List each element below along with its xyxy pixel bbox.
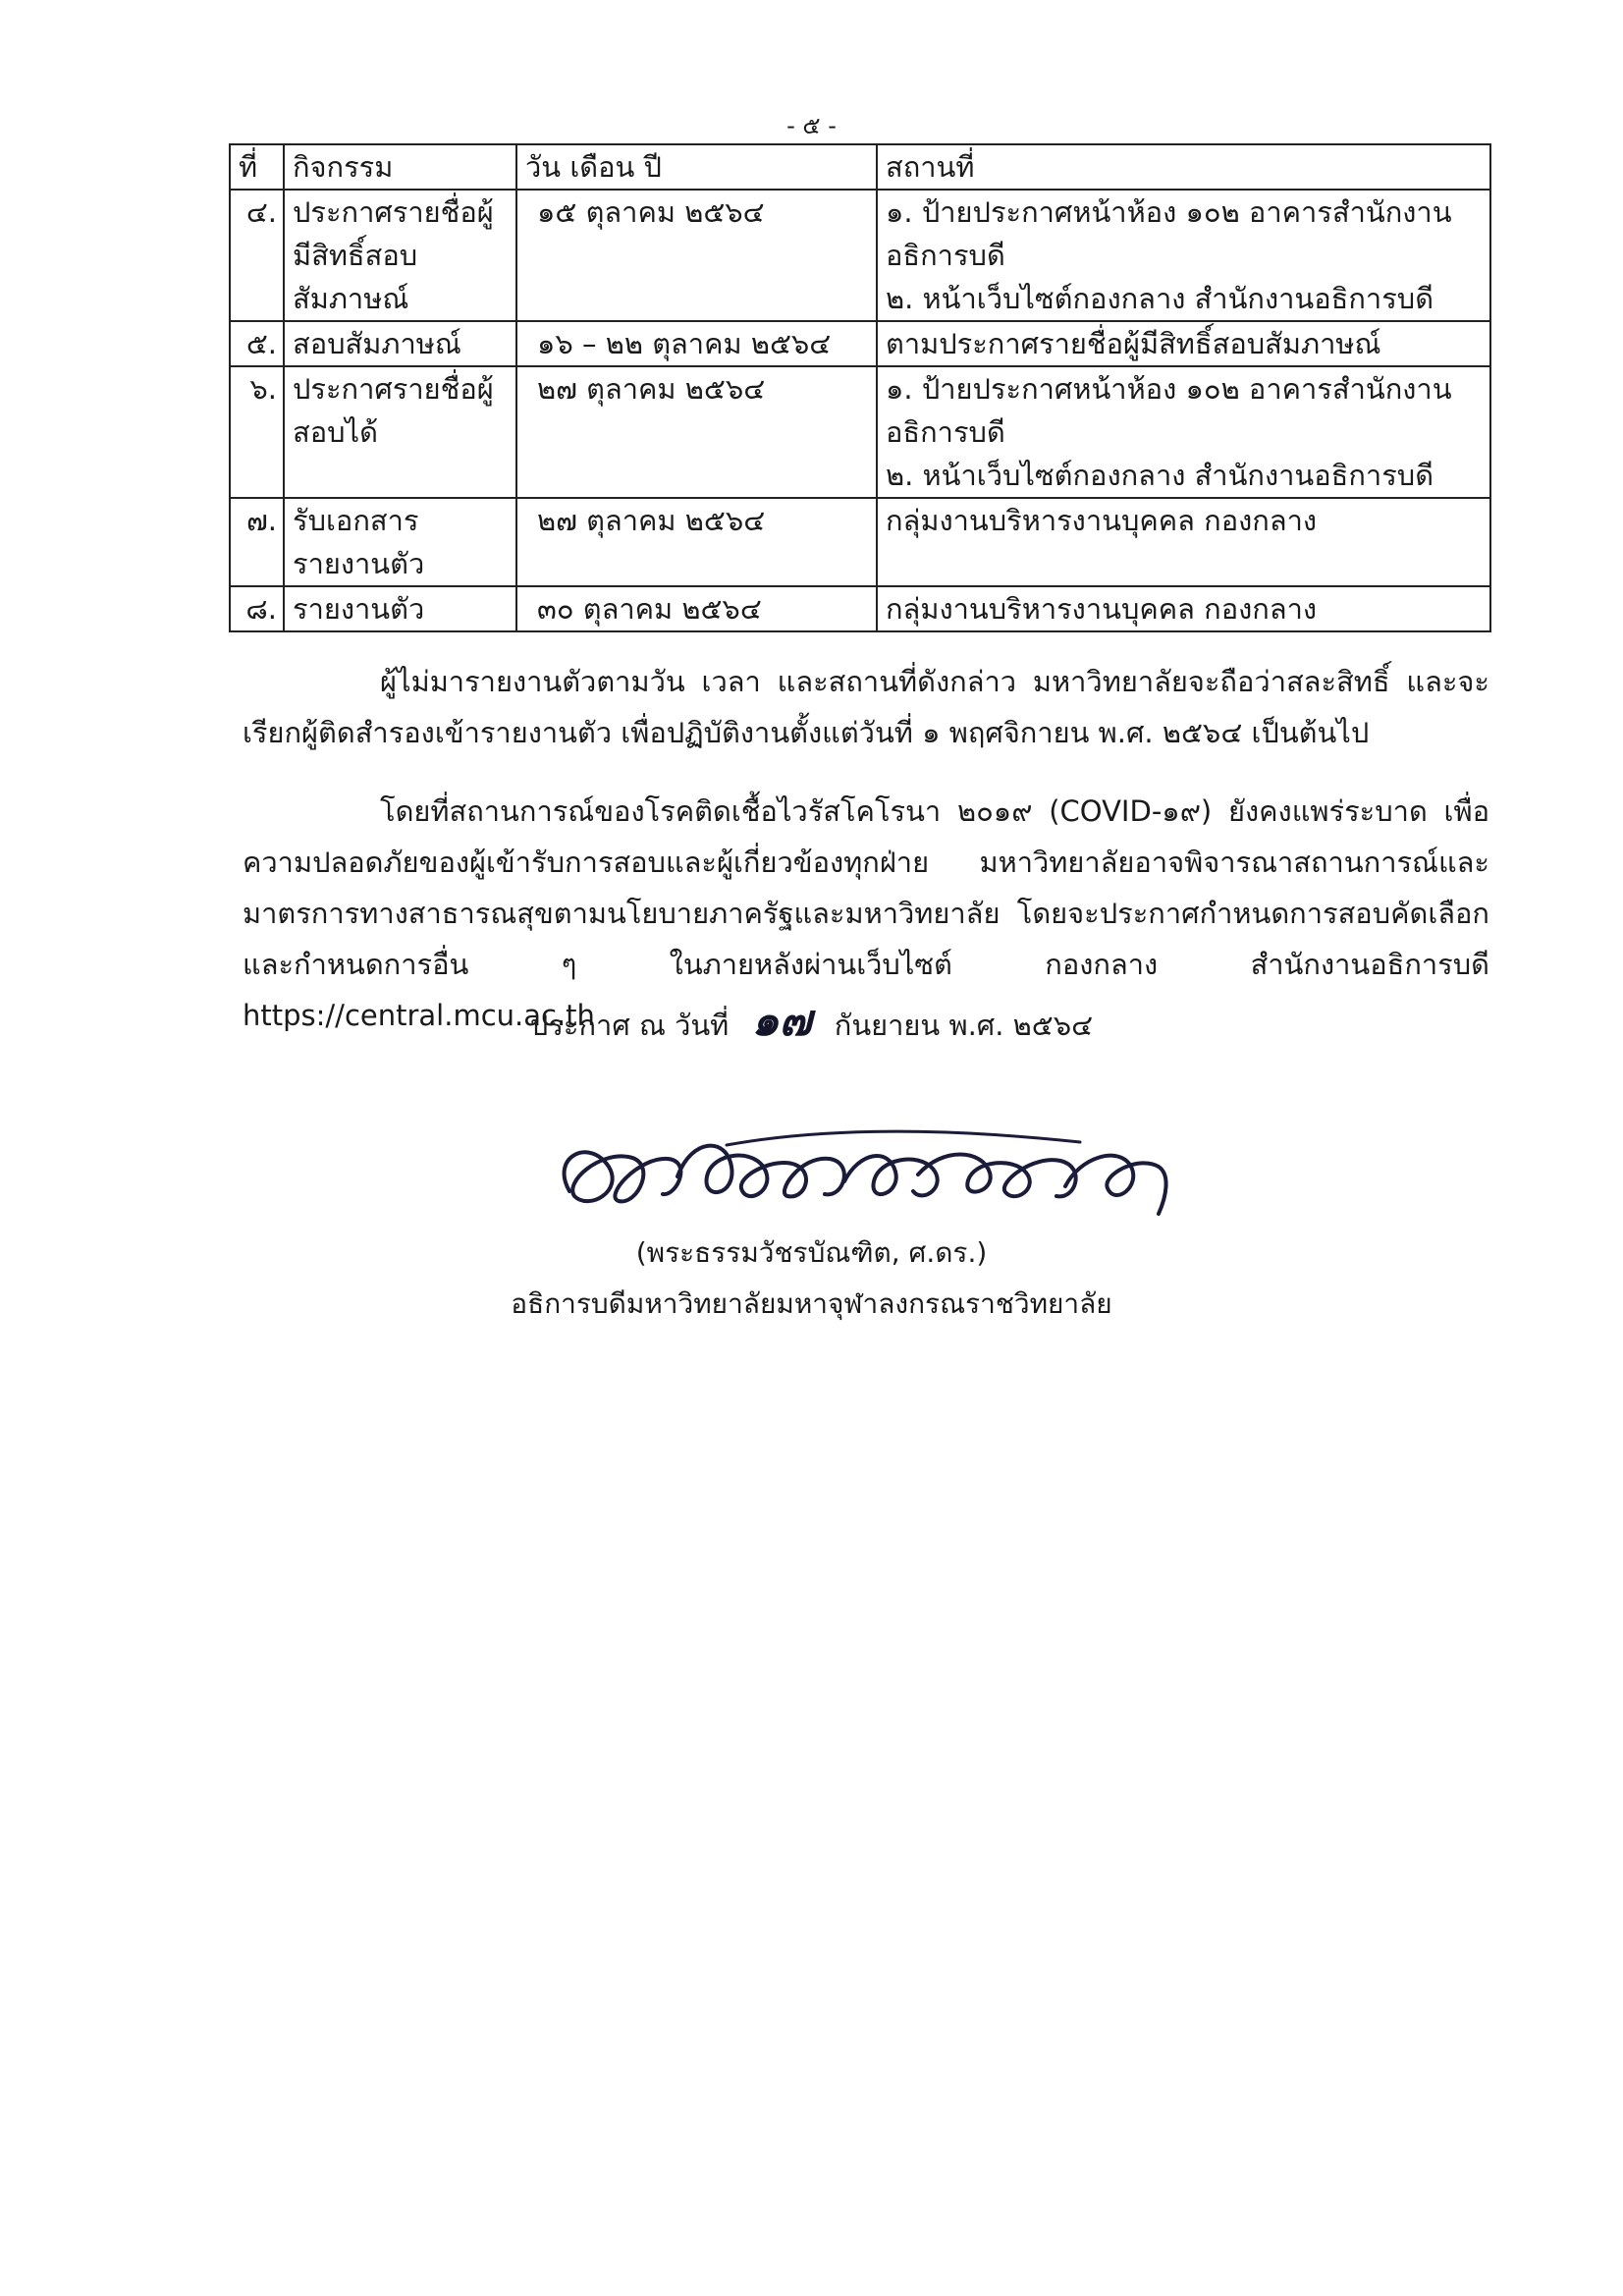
row-place <box>877 586 1490 631</box>
signer-title: อธิการบดีมหาวิทยาลัยมหาจุฬาลงกรณราชวิทยาลัย <box>511 1287 1112 1320</box>
row-no: ๖. <box>230 366 284 498</box>
header-activity: กิจกรรม <box>284 144 516 190</box>
row-no: ๘. <box>230 586 284 631</box>
table-row <box>230 366 1490 498</box>
table-row <box>230 321 1490 366</box>
row-no: ๗. <box>230 498 284 586</box>
row-activity: สอบสัมภาษณ์ <box>284 321 516 366</box>
schedule-table <box>229 143 1491 632</box>
row-place <box>877 366 1490 498</box>
header-no: ที่ <box>230 144 284 190</box>
header-date: วัน เดือน ปี <box>516 144 877 190</box>
place-line: ตามประกาศรายชื่อผู้มีสิทธิ์สอบสัมภาษณ์ <box>886 327 1381 360</box>
place-line: กลุ่มงานบริหารงานบุคคล กองกลาง <box>886 504 1318 537</box>
announcement-suffix: กันยายน พ.ศ. ๒๕๖๔ <box>834 1009 1094 1042</box>
signer-name: (พระธรรมวัชรบัณฑิต, ศ.ดร.) <box>635 1236 988 1269</box>
place-line: ๑. ป้ายประกาศหน้าห้อง ๑๐๒ อาคารสำนักงานอธิการบดี <box>886 372 1452 449</box>
table-row <box>230 190 1490 321</box>
table-row <box>230 498 1490 586</box>
row-place <box>877 498 1490 586</box>
place-line: ๒. หน้าเว็บไซต์กองกลาง สำนักงานอธิการบดี <box>886 282 1434 315</box>
place-line: ๒. หน้าเว็บไซต์กองกลาง สำนักงานอธิการบดี <box>886 459 1434 492</box>
announcement-day-handwritten: ๑๗ <box>751 996 812 1046</box>
announcement-date-line <box>0 992 1623 1055</box>
row-place <box>877 190 1490 321</box>
paragraph-text: ผู้ไม่มารายงานตัวตามวัน เวลา และสถานที่ดังกล่าว มหาวิทยาลัยจะถือว่าสละสิทธิ์ และจะเรียกผู้ติดสำรองเข้ารายงานตัว เพื่อปฏิบัติงานตั้งแต่วันที่ ๑ พฤศจิกายน พ.ศ. ๒๕๖๔ เป็นต้นไป <box>243 665 1489 749</box>
table-header-row <box>230 144 1490 190</box>
announcement-prefix: ประกาศ ณ วันที่ <box>529 1009 730 1042</box>
row-no: ๕. <box>230 321 284 366</box>
row-activity: รับเอกสารรายงานตัว <box>284 498 516 586</box>
notice-paragraph-1 <box>243 656 1489 758</box>
page-number: - ๕ - <box>786 112 837 139</box>
paragraph-text: โดยที่สถานการณ์ของโรคติดเชื้อไวรัสโคโรนา ๒๐๑๙ (COVID-๑๙) ยังคงแพร่ระบาด เพื่อความปลอดภัยของผู้เข้ารับการสอบและผู้เกี่ยวข้องทุกฝ่าย มหาวิทยาลัยอาจพิจารณาสถานการณ์และมาตรการทางสาธารณสุขตามนโยบายภาครัฐและมหาวิทยาลัย โดยจะประกาศกำหนดการสอบคัดเลือกและกำหนดการอื่น ๆ ในภายหลังผ่านเว็บไซต์ กองกลาง สำนักงานอธิการบดี https://central.mcu.ac.th <box>243 794 1489 1032</box>
place-line: กลุ่มงานบริหารงานบุคคล กองกลาง <box>886 592 1318 626</box>
row-activity: ประกาศรายชื่อผู้สอบได้ <box>284 366 516 498</box>
row-place <box>877 321 1490 366</box>
row-date: ๓๐ ตุลาคม ๒๕๖๔ <box>516 586 877 631</box>
handwritten-signature <box>530 1098 1198 1235</box>
header-place: สถานที่ <box>877 144 1490 190</box>
row-date: ๒๗ ตุลาคม ๒๕๖๔ <box>516 498 877 586</box>
row-activity: ประกาศรายชื่อผู้มีสิทธิ์สอบสัมภาษณ์ <box>284 190 516 321</box>
row-activity: รายงานตัว <box>284 586 516 631</box>
row-date: ๑๕ ตุลาคม ๒๕๖๔ <box>516 190 877 321</box>
table-row <box>230 586 1490 631</box>
row-date: ๑๖ – ๒๒ ตุลาคม ๒๕๖๔ <box>516 321 877 366</box>
row-no: ๔. <box>230 190 284 321</box>
place-line: ๑. ป้ายประกาศหน้าห้อง ๑๐๒ อาคารสำนักงานอธิการบดี <box>886 195 1452 272</box>
row-date: ๒๗ ตุลาคม ๒๕๖๔ <box>516 366 877 498</box>
